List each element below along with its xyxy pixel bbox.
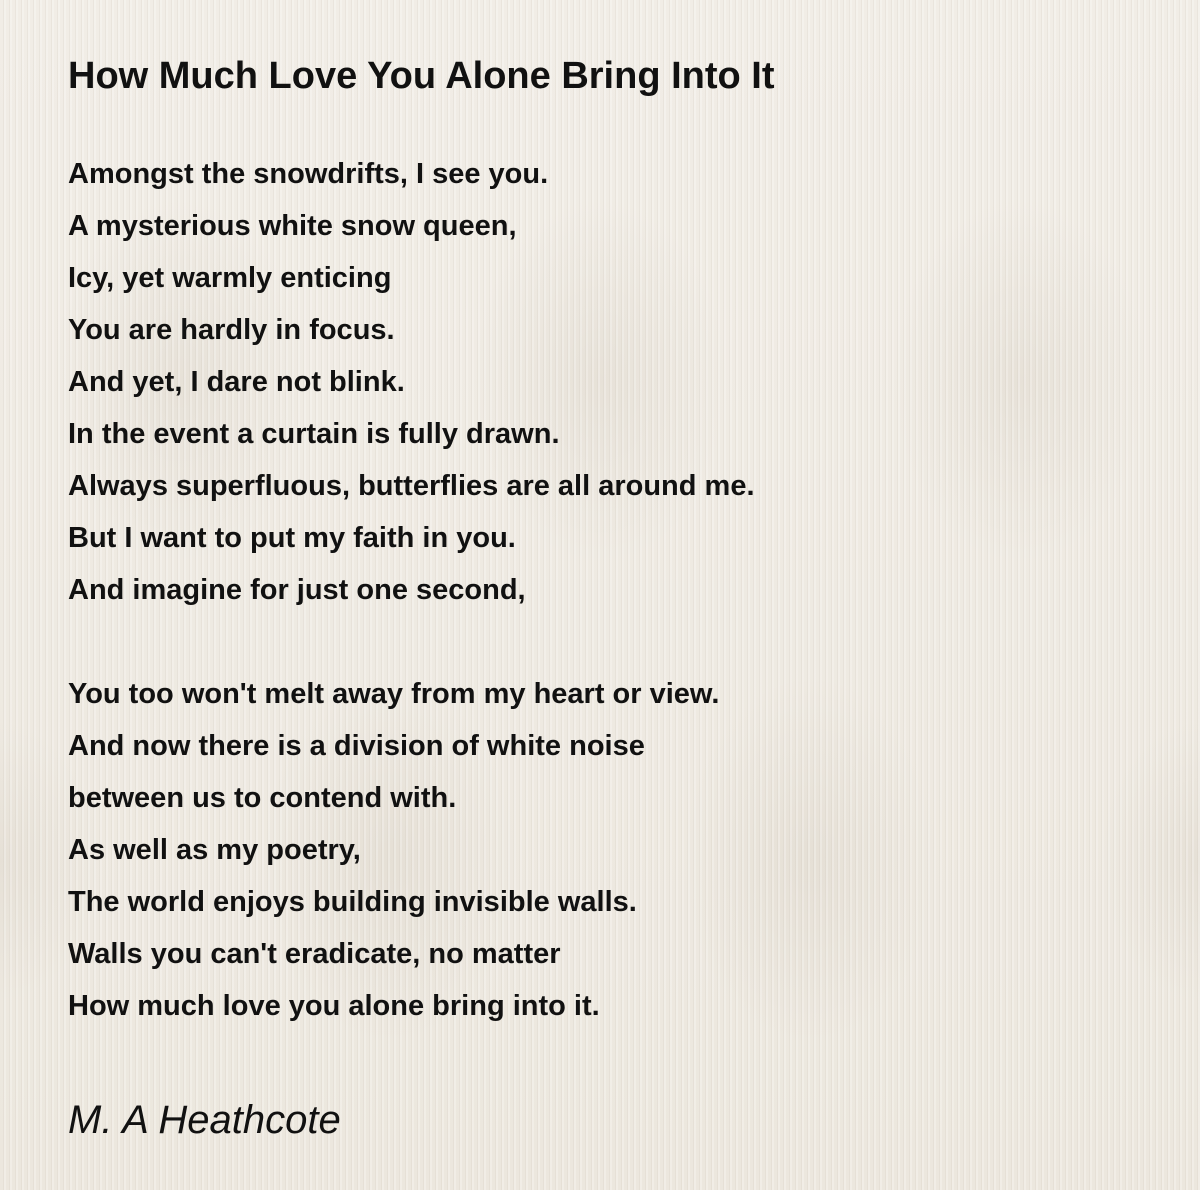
poem-line: As well as my poetry, xyxy=(68,834,361,866)
poem-line: A mysterious white snow queen, xyxy=(68,210,517,242)
poem-line: And now there is a division of white noise xyxy=(68,730,645,762)
poem-line: The world enjoys building invisible walls. xyxy=(68,886,637,918)
stanza-1 xyxy=(68,148,1148,616)
poem-line: Icy, yet warmly enticing xyxy=(68,262,392,294)
poem-line: And yet, I dare not blink. xyxy=(68,366,405,398)
poem-line: between us to contend with. xyxy=(68,782,457,814)
poem-line: In the event a curtain is fully drawn. xyxy=(68,418,560,450)
poem-line: You too won't melt away from my heart or view. xyxy=(68,678,720,710)
poem-line: Walls you can't eradicate, no matter xyxy=(68,938,561,970)
stanza-2 xyxy=(68,668,1148,1032)
poem-line: Always superfluous, butterflies are all around me. xyxy=(68,470,755,502)
poem-author: M. A Heathcote xyxy=(68,1098,341,1142)
poem-line: But I want to put my faith in you. xyxy=(68,522,516,554)
poem-line: How much love you alone bring into it. xyxy=(68,990,600,1022)
poem-line: You are hardly in focus. xyxy=(68,314,395,346)
poem-container xyxy=(68,50,1148,1146)
poem-line: Amongst the snowdrifts, I see you. xyxy=(68,158,549,190)
poem-line: And imagine for just one second, xyxy=(68,574,526,606)
poem-title: How Much Love You Alone Bring Into It xyxy=(68,55,775,97)
